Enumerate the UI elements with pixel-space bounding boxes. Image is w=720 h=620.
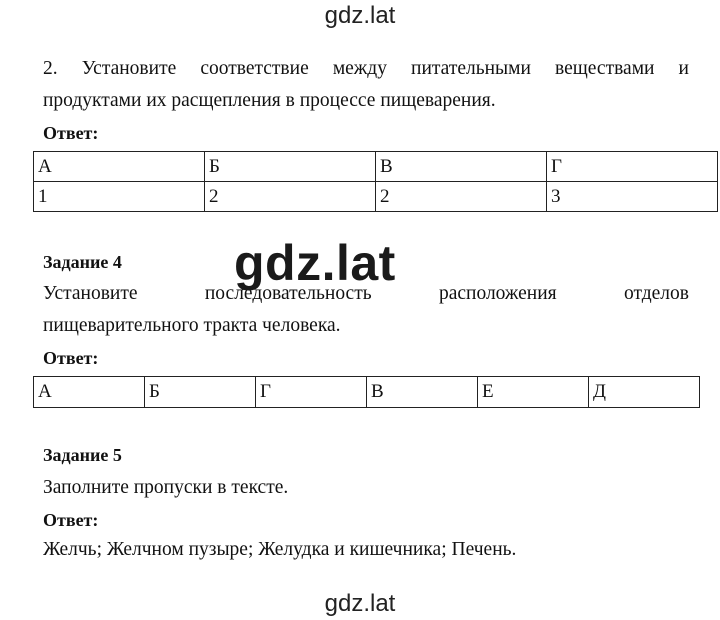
table-cell: 2 — [376, 182, 547, 212]
watermark-bottom: gdz.lat — [324, 590, 396, 617]
table-row — [34, 152, 718, 182]
task5-heading: Задание 5 — [43, 445, 122, 465]
table-cell: В — [367, 377, 478, 408]
q2-text-line-1: 2. Установите соответствие между питательными веществами и — [43, 58, 689, 79]
q2-text-line-2: продуктами их расщепления в процессе пищеварения. — [43, 90, 496, 111]
task4-text-line-2: пищеварительного тракта человека. — [43, 315, 341, 336]
table-row — [34, 377, 700, 408]
table-cell: Б — [205, 152, 376, 182]
table-cell: Б — [145, 377, 256, 408]
table-row — [34, 182, 718, 212]
task5-prompt: Заполните пропуски в тексте. — [43, 477, 289, 498]
table-cell: Г — [256, 377, 367, 408]
table-cell: Г — [547, 152, 718, 182]
table-cell: В — [376, 152, 547, 182]
task4-answer-label: Ответ: — [43, 348, 99, 368]
task5-answer-text: Желчь; Желчном пузыре; Желудка и кишечника; Печень. — [43, 539, 517, 560]
task4-text-line-1: Установите последовательность расположения отделов — [43, 283, 689, 304]
watermark-middle: gdz.lat — [234, 235, 396, 291]
task4-heading: Задание 4 — [43, 252, 122, 272]
q2-answer-table — [33, 151, 718, 212]
task4-answer-table — [33, 376, 700, 408]
table-cell: Е — [478, 377, 589, 408]
table-cell: 3 — [547, 182, 718, 212]
table-cell: 1 — [34, 182, 205, 212]
table-cell: 2 — [205, 182, 376, 212]
table-cell: Д — [589, 377, 700, 408]
task5-answer-label: Ответ: — [43, 510, 99, 530]
q2-answer-label: Ответ: — [43, 123, 99, 143]
table-cell: А — [34, 377, 145, 408]
table-cell: А — [34, 152, 205, 182]
watermark-top: gdz.lat — [324, 2, 396, 29]
